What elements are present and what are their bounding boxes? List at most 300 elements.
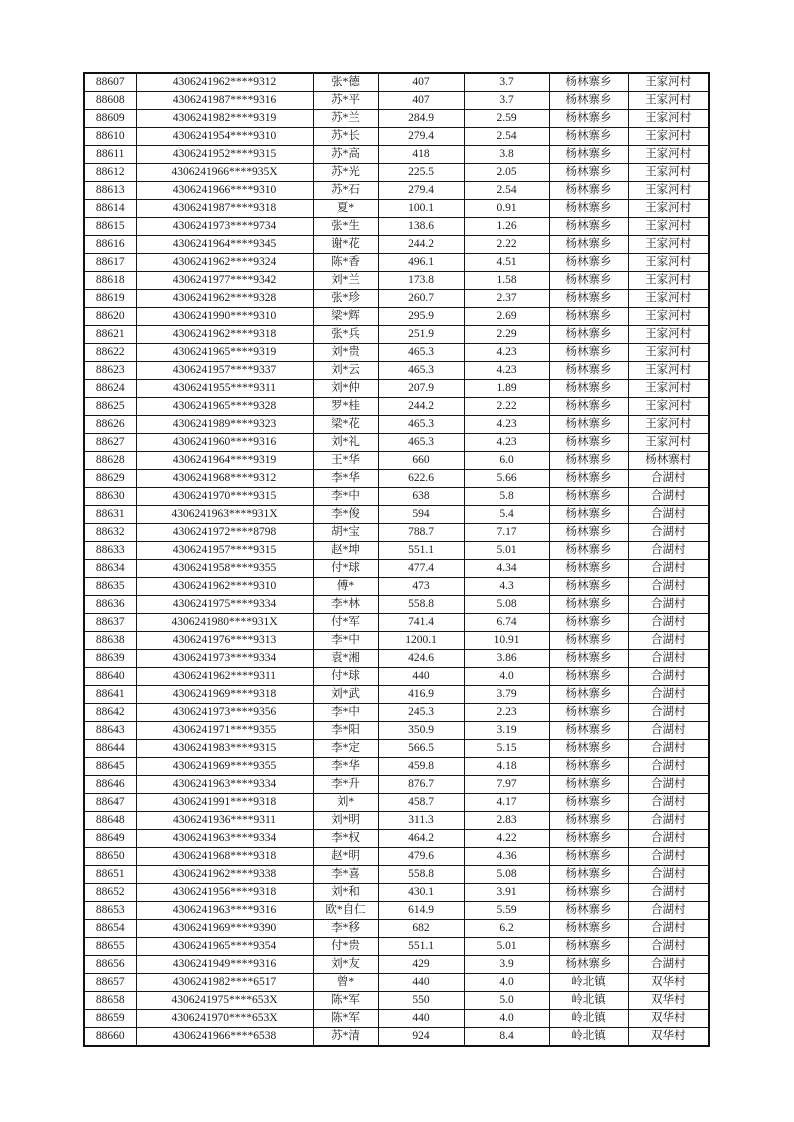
township-cell: 杨林寨乡 [549,740,628,758]
amount-cell: 465.3 [378,434,464,452]
amount-cell: 138.6 [378,218,464,236]
table-row [84,416,709,434]
table-row [84,362,709,380]
amount-cell: 465.3 [378,362,464,380]
area-cell: 3.8 [464,146,549,164]
serial-cell: 88624 [84,380,136,398]
table-row [84,776,709,794]
village-cell: 王家河村 [628,182,709,200]
name-cell: 刘*和 [313,884,378,902]
township-cell: 杨林寨乡 [549,830,628,848]
village-cell: 合湖村 [628,614,709,632]
name-cell: 刘*云 [313,362,378,380]
name-cell: 张*兵 [313,326,378,344]
village-cell: 王家河村 [628,254,709,272]
table-row [84,110,709,128]
table-row [84,326,709,344]
amount-cell: 465.3 [378,344,464,362]
township-cell: 杨林寨乡 [549,398,628,416]
area-cell: 7.97 [464,776,549,794]
area-cell: 3.91 [464,884,549,902]
id-number-cell: 4306241963****9334 [136,776,313,794]
amount-cell: 416.9 [378,686,464,704]
serial-cell: 88644 [84,740,136,758]
area-cell: 6.2 [464,920,549,938]
id-number-cell: 4306241983****9315 [136,740,313,758]
village-cell: 杨林寨村 [628,452,709,470]
serial-cell: 88653 [84,902,136,920]
township-cell: 杨林寨乡 [549,938,628,956]
village-cell: 合湖村 [628,776,709,794]
serial-cell: 88658 [84,992,136,1010]
township-cell: 杨林寨乡 [549,668,628,686]
village-cell: 王家河村 [628,200,709,218]
village-cell: 合湖村 [628,812,709,830]
area-cell: 2.29 [464,326,549,344]
name-cell: 谢*花 [313,236,378,254]
id-number-cell: 4306241957****9337 [136,362,313,380]
name-cell: 李*中 [313,632,378,650]
serial-cell: 88656 [84,956,136,974]
amount-cell: 311.3 [378,812,464,830]
area-cell: 4.34 [464,560,549,578]
village-cell: 双华村 [628,992,709,1010]
amount-cell: 458.7 [378,794,464,812]
village-cell: 合湖村 [628,920,709,938]
amount-cell: 260.7 [378,290,464,308]
village-cell: 合湖村 [628,542,709,560]
name-cell: 李*林 [313,596,378,614]
area-cell: 3.7 [464,73,549,92]
serial-cell: 88641 [84,686,136,704]
area-cell: 5.66 [464,470,549,488]
township-cell: 杨林寨乡 [549,236,628,254]
amount-cell: 788.7 [378,524,464,542]
village-cell: 王家河村 [628,73,709,92]
area-cell: 2.37 [464,290,549,308]
township-cell: 杨林寨乡 [549,722,628,740]
id-number-cell: 4306241975****9334 [136,596,313,614]
name-cell: 赵*坤 [313,542,378,560]
table-row [84,956,709,974]
township-cell: 岭北镇 [549,1028,628,1047]
table-row [84,992,709,1010]
table-row [84,722,709,740]
township-cell: 杨林寨乡 [549,416,628,434]
id-number-cell: 4306241973****9734 [136,218,313,236]
amount-cell: 496.1 [378,254,464,272]
village-cell: 王家河村 [628,362,709,380]
village-cell: 合湖村 [628,650,709,668]
id-number-cell: 4306241970****653X [136,1010,313,1028]
amount-cell: 295.9 [378,308,464,326]
name-cell: 李*喜 [313,866,378,884]
area-cell: 10.91 [464,632,549,650]
serial-cell: 88630 [84,488,136,506]
table-row [84,578,709,596]
area-cell: 1.26 [464,218,549,236]
id-number-cell: 4306241989****9323 [136,416,313,434]
village-cell: 合湖村 [628,560,709,578]
amount-cell: 473 [378,578,464,596]
serial-cell: 88631 [84,506,136,524]
table-row [84,200,709,218]
table-row [84,344,709,362]
village-cell: 合湖村 [628,524,709,542]
area-cell: 4.23 [464,434,549,452]
village-cell: 合湖村 [628,578,709,596]
area-cell: 4.0 [464,1010,549,1028]
serial-cell: 88652 [84,884,136,902]
table-row [84,866,709,884]
amount-cell: 558.8 [378,866,464,884]
amount-cell: 429 [378,956,464,974]
serial-cell: 88655 [84,938,136,956]
id-number-cell: 4306241969****9355 [136,758,313,776]
name-cell: 梁*辉 [313,308,378,326]
village-cell: 王家河村 [628,380,709,398]
serial-cell: 88642 [84,704,136,722]
area-cell: 6.74 [464,614,549,632]
id-number-cell: 4306241969****9390 [136,920,313,938]
village-cell: 王家河村 [628,110,709,128]
amount-cell: 638 [378,488,464,506]
township-cell: 杨林寨乡 [549,866,628,884]
serial-cell: 88629 [84,470,136,488]
township-cell: 杨林寨乡 [549,956,628,974]
name-cell: 李*俊 [313,506,378,524]
name-cell: 李*华 [313,470,378,488]
village-cell: 合湖村 [628,884,709,902]
area-cell: 1.58 [464,272,549,290]
amount-cell: 279.4 [378,182,464,200]
amount-cell: 551.1 [378,938,464,956]
area-cell: 2.54 [464,182,549,200]
township-cell: 杨林寨乡 [549,614,628,632]
amount-cell: 465.3 [378,416,464,434]
area-cell: 4.23 [464,416,549,434]
table-row [84,254,709,272]
table-row [84,614,709,632]
township-cell: 杨林寨乡 [549,73,628,92]
name-cell: 刘*武 [313,686,378,704]
village-cell: 王家河村 [628,290,709,308]
village-cell: 王家河村 [628,398,709,416]
table-row [84,92,709,110]
township-cell: 杨林寨乡 [549,362,628,380]
area-cell: 3.19 [464,722,549,740]
township-cell: 杨林寨乡 [549,686,628,704]
serial-cell: 88625 [84,398,136,416]
amount-cell: 551.1 [378,542,464,560]
name-cell: 赵*明 [313,848,378,866]
name-cell: 刘*礼 [313,434,378,452]
table-row [84,182,709,200]
records-table [83,72,710,1047]
amount-cell: 418 [378,146,464,164]
village-cell: 双华村 [628,1028,709,1047]
table-row [84,938,709,956]
township-cell: 杨林寨乡 [549,434,628,452]
amount-cell: 558.8 [378,596,464,614]
name-cell: 刘*友 [313,956,378,974]
serial-cell: 88615 [84,218,136,236]
township-cell: 杨林寨乡 [549,776,628,794]
id-number-cell: 4306241962****9312 [136,73,313,92]
serial-cell: 88660 [84,1028,136,1047]
name-cell: 苏*光 [313,164,378,182]
amount-cell: 173.8 [378,272,464,290]
serial-cell: 88651 [84,866,136,884]
name-cell: 陈*香 [313,254,378,272]
name-cell: 刘*兰 [313,272,378,290]
name-cell: 苏*清 [313,1028,378,1047]
amount-cell: 440 [378,668,464,686]
table-row [84,73,709,92]
serial-cell: 88608 [84,92,136,110]
township-cell: 杨林寨乡 [549,848,628,866]
village-cell: 合湖村 [628,470,709,488]
serial-cell: 88609 [84,110,136,128]
table-row [84,650,709,668]
village-cell: 合湖村 [628,794,709,812]
area-cell: 3.86 [464,650,549,668]
area-cell: 5.59 [464,902,549,920]
table-row [84,1010,709,1028]
id-number-cell: 4306241965****9319 [136,344,313,362]
amount-cell: 660 [378,452,464,470]
serial-cell: 88622 [84,344,136,362]
id-number-cell: 4306241970****9315 [136,488,313,506]
name-cell: 陈*军 [313,1010,378,1028]
name-cell: 张*珍 [313,290,378,308]
id-number-cell: 4306241982****9319 [136,110,313,128]
serial-cell: 88610 [84,128,136,146]
area-cell: 5.15 [464,740,549,758]
area-cell: 5.08 [464,596,549,614]
id-number-cell: 4306241976****9313 [136,632,313,650]
id-number-cell: 4306241963****9316 [136,902,313,920]
village-cell: 合湖村 [628,938,709,956]
area-cell: 2.69 [464,308,549,326]
village-cell: 王家河村 [628,416,709,434]
amount-cell: 614.9 [378,902,464,920]
amount-cell: 741.4 [378,614,464,632]
table-row [84,218,709,236]
amount-cell: 622.6 [378,470,464,488]
township-cell: 杨林寨乡 [549,920,628,938]
name-cell: 欧*自仁 [313,902,378,920]
area-cell: 4.36 [464,848,549,866]
table-row [84,686,709,704]
village-cell: 王家河村 [628,272,709,290]
township-cell: 杨林寨乡 [549,452,628,470]
village-cell: 双华村 [628,1010,709,1028]
table-row [84,560,709,578]
name-cell: 梁*花 [313,416,378,434]
table-row [84,812,709,830]
id-number-cell: 4306241963****9334 [136,830,313,848]
amount-cell: 1200.1 [378,632,464,650]
serial-cell: 88643 [84,722,136,740]
area-cell: 3.7 [464,92,549,110]
serial-cell: 88650 [84,848,136,866]
village-cell: 合湖村 [628,596,709,614]
area-cell: 1.89 [464,380,549,398]
name-cell: 李*中 [313,488,378,506]
amount-cell: 100.1 [378,200,464,218]
serial-cell: 88623 [84,362,136,380]
name-cell: 付*贵 [313,938,378,956]
amount-cell: 594 [378,506,464,524]
table-row [84,128,709,146]
id-number-cell: 4306241936****9311 [136,812,313,830]
serial-cell: 88657 [84,974,136,992]
table-row [84,488,709,506]
area-cell: 2.83 [464,812,549,830]
area-cell: 4.23 [464,344,549,362]
amount-cell: 550 [378,992,464,1010]
name-cell: 苏*长 [313,128,378,146]
id-number-cell: 4306241958****9355 [136,560,313,578]
records-table-body [84,73,709,1046]
area-cell: 4.23 [464,362,549,380]
township-cell: 杨林寨乡 [549,812,628,830]
name-cell: 傅* [313,578,378,596]
id-number-cell: 4306241952****9315 [136,146,313,164]
name-cell: 张*生 [313,218,378,236]
id-number-cell: 4306241966****935X [136,164,313,182]
township-cell: 杨林寨乡 [549,326,628,344]
id-number-cell: 4306241954****9310 [136,128,313,146]
serial-cell: 88649 [84,830,136,848]
name-cell: 李*阳 [313,722,378,740]
serial-cell: 88634 [84,560,136,578]
table-row [84,290,709,308]
amount-cell: 424.6 [378,650,464,668]
area-cell: 4.51 [464,254,549,272]
township-cell: 杨林寨乡 [549,380,628,398]
township-cell: 杨林寨乡 [549,506,628,524]
serial-cell: 88646 [84,776,136,794]
village-cell: 王家河村 [628,434,709,452]
area-cell: 4.22 [464,830,549,848]
area-cell: 0.91 [464,200,549,218]
township-cell: 杨林寨乡 [549,794,628,812]
id-number-cell: 4306241965****9354 [136,938,313,956]
amount-cell: 407 [378,73,464,92]
id-number-cell: 4306241982****6517 [136,974,313,992]
id-number-cell: 4306241973****9356 [136,704,313,722]
id-number-cell: 4306241962****9310 [136,578,313,596]
table-row [84,542,709,560]
area-cell: 4.0 [464,974,549,992]
name-cell: 王*华 [313,452,378,470]
village-cell: 合湖村 [628,668,709,686]
area-cell: 5.01 [464,542,549,560]
amount-cell: 464.2 [378,830,464,848]
village-cell: 王家河村 [628,344,709,362]
table-row [84,668,709,686]
area-cell: 2.23 [464,704,549,722]
area-cell: 2.22 [464,236,549,254]
area-cell: 4.3 [464,578,549,596]
township-cell: 杨林寨乡 [549,128,628,146]
name-cell: 付*球 [313,668,378,686]
area-cell: 3.9 [464,956,549,974]
village-cell: 合湖村 [628,686,709,704]
serial-cell: 88620 [84,308,136,326]
table-row [84,452,709,470]
id-number-cell: 4306241965****9328 [136,398,313,416]
table-row [84,380,709,398]
serial-cell: 88628 [84,452,136,470]
id-number-cell: 4306241960****9316 [136,434,313,452]
name-cell: 陈*军 [313,992,378,1010]
amount-cell: 682 [378,920,464,938]
serial-cell: 88635 [84,578,136,596]
table-row [84,848,709,866]
village-cell: 合湖村 [628,722,709,740]
area-cell: 2.22 [464,398,549,416]
township-cell: 杨林寨乡 [549,902,628,920]
village-cell: 王家河村 [628,92,709,110]
table-row [84,146,709,164]
table-row [84,632,709,650]
amount-cell: 245.3 [378,704,464,722]
township-cell: 岭北镇 [549,992,628,1010]
village-cell: 王家河村 [628,236,709,254]
village-cell: 王家河村 [628,218,709,236]
amount-cell: 924 [378,1028,464,1047]
serial-cell: 88659 [84,1010,136,1028]
table-row [84,902,709,920]
township-cell: 杨林寨乡 [549,110,628,128]
id-number-cell: 4306241969****9318 [136,686,313,704]
name-cell: 李*中 [313,704,378,722]
id-number-cell: 4306241955****9311 [136,380,313,398]
table-row [84,308,709,326]
table-row [84,272,709,290]
table-row [84,596,709,614]
table-row [84,740,709,758]
name-cell: 张*德 [313,73,378,92]
amount-cell: 279.4 [378,128,464,146]
township-cell: 杨林寨乡 [549,218,628,236]
township-cell: 杨林寨乡 [549,308,628,326]
serial-cell: 88617 [84,254,136,272]
id-number-cell: 4306241966****9310 [136,182,313,200]
id-number-cell: 4306241973****9334 [136,650,313,668]
township-cell: 岭北镇 [549,974,628,992]
area-cell: 4.18 [464,758,549,776]
township-cell: 杨林寨乡 [549,578,628,596]
amount-cell: 479.6 [378,848,464,866]
area-cell: 5.0 [464,992,549,1010]
amount-cell: 284.9 [378,110,464,128]
name-cell: 李*移 [313,920,378,938]
id-number-cell: 4306241991****9318 [136,794,313,812]
township-cell: 杨林寨乡 [549,272,628,290]
name-cell: 刘*仲 [313,380,378,398]
serial-cell: 88638 [84,632,136,650]
township-cell: 杨林寨乡 [549,344,628,362]
serial-cell: 88619 [84,290,136,308]
id-number-cell: 4306241975****653X [136,992,313,1010]
township-cell: 岭北镇 [549,1010,628,1028]
name-cell: 苏*平 [313,92,378,110]
id-number-cell: 4306241962****9328 [136,290,313,308]
